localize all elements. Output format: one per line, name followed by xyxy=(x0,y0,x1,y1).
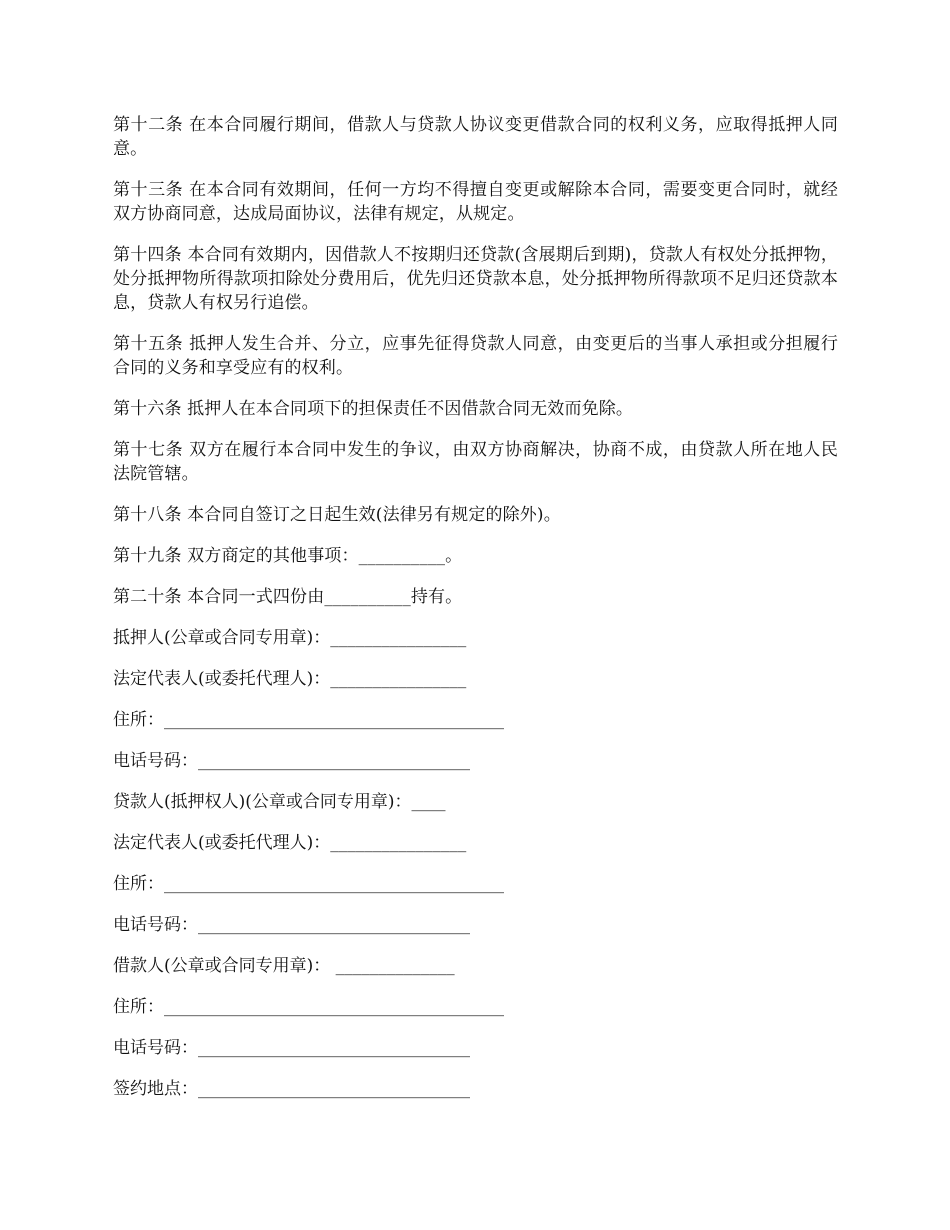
lender-representative-field: 法定代表人(或委托代理人)：________________ xyxy=(113,833,467,853)
mortgagor-address-field: 住所：________________________________________ xyxy=(113,710,504,730)
article-19: 第十九条 双方商定的其他事项：__________。 xyxy=(113,546,463,566)
signing-location-field: 签约地点：________________________________ xyxy=(113,1079,470,1099)
article-18: 第十八条 本合同自签订之日起生效(法律另有规定的除外)。 xyxy=(113,505,561,525)
article-13: 第十三条 在本合同有效期间，任何一方均不得擅自变更或解除本合同，需要变更合同时，就经双方协商同意，达成局面协议，法律有规定，从规定。 xyxy=(113,180,838,224)
mortgagor-representative-field: 法定代表人(或委托代理人)：________________ xyxy=(113,669,467,689)
lender-phone-field: 电话号码：________________________________ xyxy=(113,915,470,935)
mortgagor-seal-field: 抵押人(公章或合同专用章)：________________ xyxy=(113,628,467,648)
borrower-address-field: 住所：________________________________________ xyxy=(113,997,504,1017)
article-15: 第十五条 抵押人发生合并、分立，应事先征得贷款人同意，由变更后的当事人承担或分担履行合同的义务和享受应有的权利。 xyxy=(113,334,838,378)
contract-body xyxy=(113,113,838,1118)
lender-seal-field: 贷款人(抵押权人)(公章或合同专用章)：____ xyxy=(113,792,446,812)
article-14: 第十四条 本合同有效期内，因借款人不按期归还贷款(含展期后到期)，贷款人有权处分抵押物，处分抵押物所得款项扣除处分费用后，优先归还贷款本息，处分抵押物所得款项不足归还贷款本息，贷款人有权另行追偿。 xyxy=(113,245,838,313)
article-16: 第十六条 抵押人在本合同项下的担保责任不因借款合同无效而免除。 xyxy=(113,399,634,419)
borrower-seal-field: 借款人(公章或合同专用章)： ______________ xyxy=(113,956,455,976)
borrower-phone-field: 电话号码：________________________________ xyxy=(113,1038,470,1058)
article-12: 第十二条 在本合同履行期间，借款人与贷款人协议变更借款合同的权利义务，应取得抵押人同意。 xyxy=(113,115,838,159)
article-17: 第十七条 双方在履行本合同中发生的争议，由双方协商解决，协商不成，由贷款人所在地人民法院管辖。 xyxy=(113,440,838,484)
mortgagor-phone-field: 电话号码：________________________________ xyxy=(113,751,470,771)
lender-address-field: 住所：________________________________________ xyxy=(113,874,504,894)
article-20: 第二十条 本合同一式四份由__________持有。 xyxy=(113,587,463,607)
